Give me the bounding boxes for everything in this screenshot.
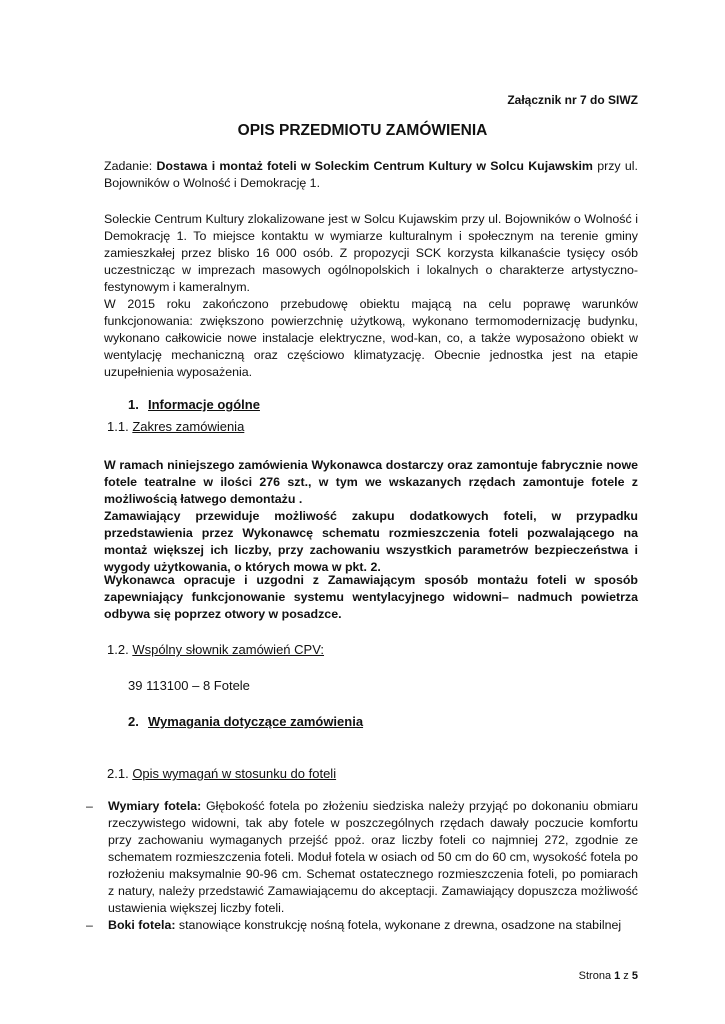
scope-bold-1: W ramach niniejszego zamówienia Wykonawca dostarczy oraz zamontuje fabrycznie nowe fotele teatralne w ilości 276 szt., w tym we wskazanych rzędach zamontuje fotele z możliwością łatwego demontażu . [104, 458, 638, 506]
section-2-number: 2. [128, 714, 139, 729]
section-1-title: Informacje ogólne [148, 397, 260, 412]
requirements-list [86, 798, 638, 934]
subsection-1-2-title: Wspólny słownik zamówień CPV: [132, 642, 325, 657]
task-paragraph [104, 158, 638, 192]
page-of: z [620, 970, 632, 982]
item-label: Wymiary fotela: [108, 799, 202, 813]
page-total: 5 [631, 970, 638, 982]
scope-bold-2: Zamawiający przewiduje możliwość zakupu dodatkowych foteli, w przypadku przedstawienia przez Wykonawcę schematu rozmieszczenia foteli pozwalającego na montaż większej ich liczby, przy zachowaniu wszystkich parametrów bezpieczeństwa i wygody użytkowania, o których mowa w pkt. 2. [104, 509, 638, 574]
section-2-title: Wymagania dotyczące zamówienia [148, 714, 364, 729]
subsection-1-2-number: 1.2. [107, 642, 129, 657]
list-item [86, 917, 638, 934]
subsection-1-1-title: Zakres zamówienia [132, 419, 245, 434]
page-number: 1 [614, 970, 621, 982]
section-1-heading [128, 397, 260, 412]
annex-label: Załącznik nr 7 do SIWZ [507, 93, 638, 107]
task-name: Dostawa i montaż foteli w Soleckim Centrum Kultury w Solcu Kujawskim [156, 159, 593, 173]
intro-paragraph-2: W 2015 roku zakończono przebudowę obiektu mającą na celu poprawę warunków funkcjonowania: zwiększono powierzchnię użytkową, wykonano termomodernizację budynku, wykonano całkowicie nowe instalacje elektryczne, wod-kan, co, a także wyposażono obiekt w wentylację mechaniczną oraz częściowo klimatyzację. Obecnie jednostka jest na etapie uzupełnienia wyposażenia. [104, 297, 638, 379]
item-label: Boki fotela: [108, 918, 176, 932]
cpv-code: 39 113100 – 8 Fotele [128, 678, 250, 693]
subsection-2-1-number: 2.1. [107, 766, 129, 781]
subsection-2-1-heading [107, 766, 336, 781]
document-title: OPIS PRZEDMIOTU ZAMÓWIENIA [237, 122, 488, 139]
task-address: przy ul. Bojowników o Wolność i Demokrację 1. [104, 159, 638, 190]
subsection-1-1-number: 1.1. [107, 419, 129, 434]
item-text: Głębokość fotela po złożeniu siedziska należy przyjąć po dokonaniu obmiaru rzeczywistego widowni, tak aby fotele w poszczególnych rzędach dawały poczucie komfortu przy zachowaniu wymaganych przejść ppoż. oraz liczby foteli co najmniej 272, zgodnie ze schematem rozmieszczenia foteli. Moduł fotela w osiach od 50 cm do 60 cm, wysokość fotela po rozłożeniu maksymalnie 90-96 cm. Schemat ostatecznego rozmieszczenia foteli, po pomiarach z natury, należy przedstawić Zamawiającemu do akceptacji. Zamawiający dopuszcza możliwość ustawienia większej liczby foteli. [108, 799, 639, 915]
list-item [86, 798, 638, 917]
subsection-1-2-heading [107, 642, 324, 657]
subsection-1-1-heading [107, 419, 244, 434]
subsection-2-1-title: Opis wymagań w stosunku do foteli [132, 766, 337, 781]
section-2-heading [128, 714, 363, 729]
item-text: stanowiące konstrukcję nośną fotela, wykonane z drewna, osadzone na stabilnej [175, 918, 622, 932]
dash-bullet: – [86, 799, 93, 813]
task-label: Zadanie: [104, 159, 157, 173]
page-footer [579, 970, 638, 982]
page-label: Strona [578, 970, 615, 982]
section-1-number: 1. [128, 397, 139, 412]
intro-paragraph-1: Soleckie Centrum Kultury zlokalizowane jest w Solcu Kujawskim przy ul. Bojowników o Wolność i Demokrację 1. To miejsce kontaktu w wymiarze kulturalnym i społecznym na terenie gminy zamieszkałej przez blisko 16 000 osób. Z propozycji SCK korzysta kilkanaście tysięcy osób uczestnicząc w imprezach masowych ogólnopolskich i lokalnych o charakterze artystyczno-festynowym i kameralnym. [104, 212, 638, 294]
scope-bold-3: Wykonawca opracuje i uzgodni z Zamawiającym sposób montażu foteli w sposób zapewniający funkcjonowanie systemu wentylacyjnego widowni– nadmuch powietrza odbywa się poprzez otwory w posadzce. [104, 573, 638, 621]
dash-bullet: – [86, 918, 93, 932]
